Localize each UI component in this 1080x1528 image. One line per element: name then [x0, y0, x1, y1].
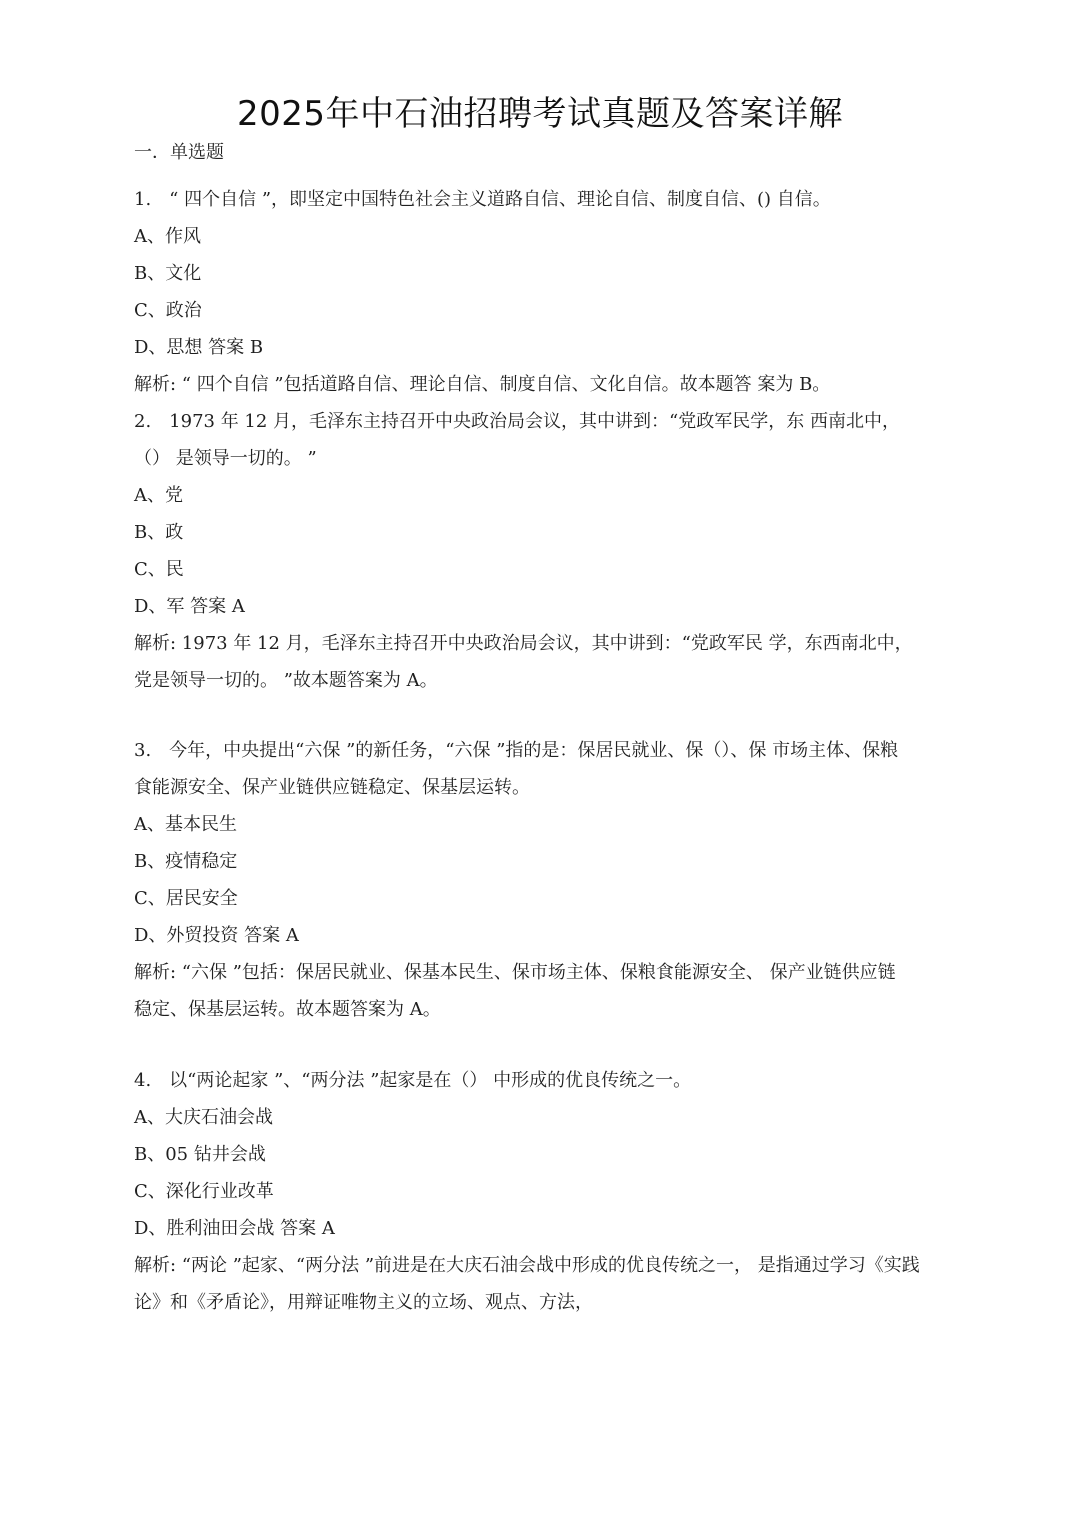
question-1-analysis: 解析: “ 四个自信 ”包括道路自信、理论自信、制度自信、文化自信。故本题答 案为 B。 [134, 374, 831, 395]
question-3-option-c: C、居民安全 [134, 888, 238, 909]
section-heading: 一．单选题 [134, 142, 224, 163]
question-1-option-d: D、思想 答案 B [134, 337, 264, 358]
question-1-option-c: C、政治 [134, 300, 202, 321]
question-3-option-b: B、疫情稳定 [134, 851, 238, 872]
question-2-stem-cont: （） 是领导一切的。 ” [134, 448, 317, 469]
question-3-option-d: D、外贸投资 答案 A [134, 925, 299, 946]
question-3-analysis: 解析: “六保 ”包括：保居民就业、保基本民生、保市场主体、保粮食能源安全、 保产业链供应链 [134, 962, 896, 983]
question-4-option-a: A、大庆石油会战 [134, 1107, 273, 1128]
question-4-option-b: B、05 钻井会战 [134, 1144, 266, 1165]
question-2-analysis: 解析: 1973 年 12 月，毛泽东主持召开中央政治局会议，其中讲到：“党政军民 学，东西南北中， [134, 633, 913, 654]
question-4-option-c: C、深化行业改革 [134, 1181, 274, 1202]
question-4-analysis-cont: 论》和《矛盾论》，用辩证唯物主义的立场、观点、方法， [134, 1292, 593, 1313]
document-title: 2025年中石油招聘考试真题及答案详解 [236, 94, 844, 134]
question-2-stem: 2. 1973 年 12 月，毛泽东主持召开中央政治局会议，其中讲到：“党政军民学，东 西南北中， [134, 411, 900, 432]
question-2-analysis-cont: 党是领导一切的。 ”故本题答案为 A。 [134, 670, 438, 691]
question-3-stem-cont: 食能源安全、保产业链供应链稳定、保基层运转。 [134, 777, 530, 798]
question-1-stem: 1. “ 四个自信 ”，即坚定中国特色社会主义道路自信、理论自信、制度自信、() 自信。 [134, 189, 831, 210]
question-2-option-a: A、党 [134, 485, 183, 506]
question-4-option-d: D、胜利油田会战 答案 A [134, 1218, 335, 1239]
question-1-option-b: B、文化 [134, 263, 202, 284]
question-2-option-b: B、政 [134, 522, 184, 543]
question-3-analysis-cont: 稳定、保基层运转。故本题答案为 A。 [134, 999, 441, 1020]
question-2-option-c: C、民 [134, 559, 184, 580]
question-2-option-d: D、军 答案 A [134, 596, 245, 617]
question-4-stem: 4. 以“两论起家 ”、“两分法 ”起家是在（） 中形成的优良传统之一。 [134, 1070, 692, 1091]
question-4-analysis: 解析: “两论 ”起家、“两分法 ”前进是在大庆石油会战中形成的优良传统之一， 是指通过学习《实践 [134, 1255, 920, 1276]
question-1-option-a: A、作风 [134, 226, 201, 247]
question-3-stem: 3. 今年，中央提出“六保 ”的新任务，“六保 ”指的是：保居民就业、保（）、保 市场主体、保粮 [134, 740, 899, 761]
question-3-option-a: A、基本民生 [134, 814, 237, 835]
